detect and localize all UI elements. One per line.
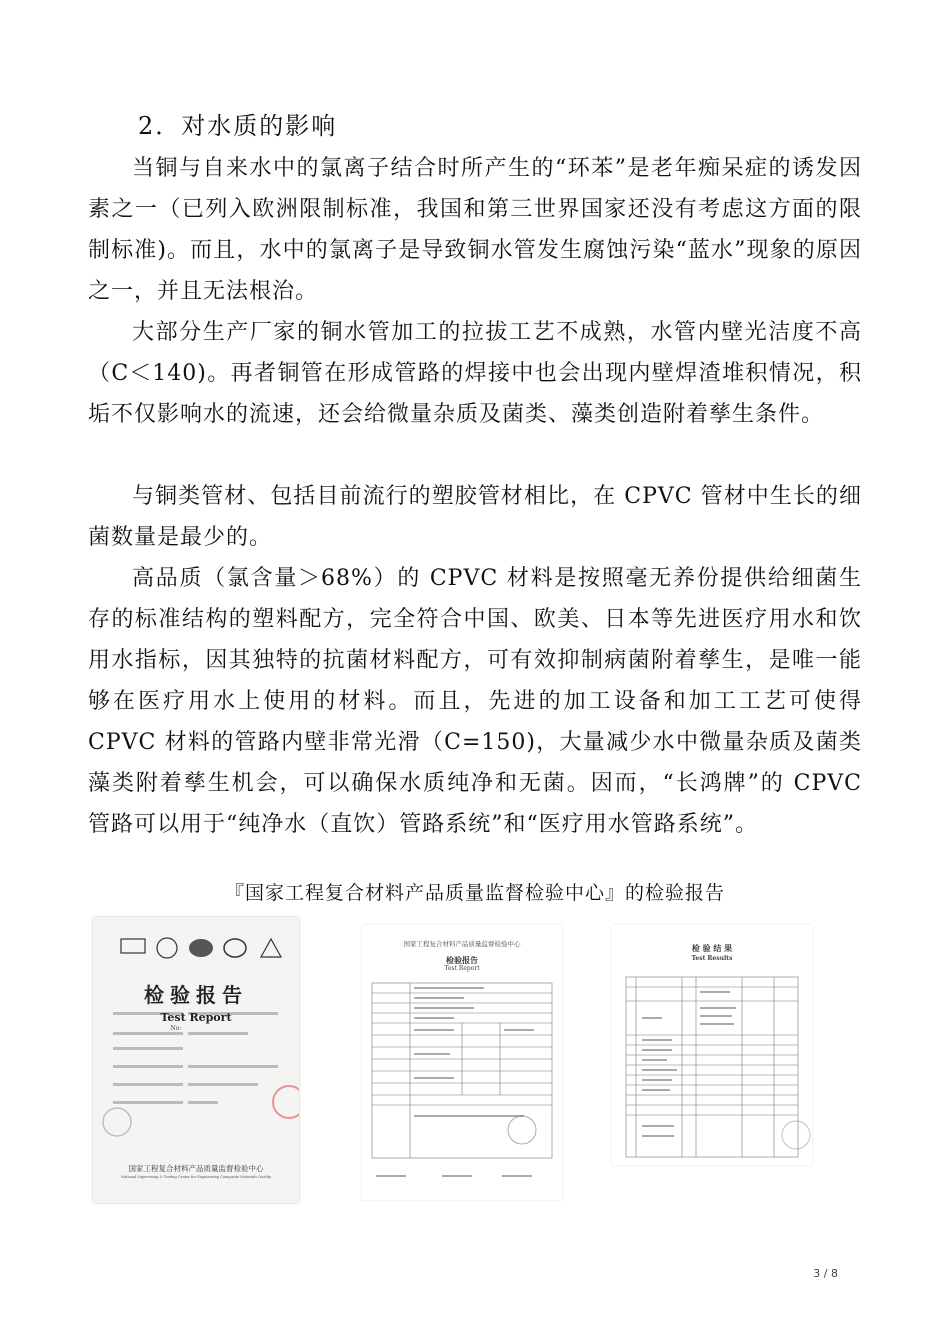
cover-title-en: Test Report: [160, 1011, 232, 1024]
page-number: 3 / 8: [813, 1267, 838, 1280]
cover-number: No:: [170, 1025, 182, 1032]
form-title-en: Test Report: [444, 965, 480, 972]
report-cover-image: [93, 917, 299, 1203]
results-table: [612, 925, 812, 1165]
form-header-cn: 国家工程复合材料产品质量监督检验中心: [403, 940, 521, 948]
paragraph-1: 当铜与自来水中的氯离子结合时所产生的“环苯”是老年痴呆症的诱发因素之一（已列入欧洲限制标准，我国和第三世界国家还没有考虑这方面的限制标准)。而且，水中的氯离子是导致铜水管发生腐蚀污染“蓝水”现象的原因之一，并且无法根治。: [88, 156, 862, 304]
report-form-image: [362, 925, 562, 1200]
paragraph-3: 与铜类管材、包括目前流行的塑胶管材相比，在 CPVC 管材中生长的细菌数量是最少的。: [88, 484, 862, 550]
form-table: [362, 925, 562, 1200]
section-heading: 2．对水质的影响: [138, 112, 338, 140]
cover-title-cn: 检验报告: [144, 983, 248, 1007]
paragraph-2: 大部分生产厂家的铜水管加工的拉拔工艺不成熟，水管内壁光洁度不高（C＜140)。再者铜管在形成管路的焊接中也会出现内壁焊渣堆积情况，积垢不仅影响水的流速，还会给微量杂质及菌类、藻类创造附着孳生条件。: [88, 320, 862, 427]
certification-logos: [93, 917, 299, 1203]
cover-footer-cn: 国家工程复合材料产品质量监督检验中心: [128, 1164, 264, 1173]
results-title-cn: 检 验 结 果: [691, 943, 733, 953]
form-title-cn: 检验报告: [446, 955, 478, 965]
paragraph-4: 高品质（氯含量＞68%）的 CPVC 材料是按照毫无养份提供给细菌生存的标准结构的塑料配方，完全符合中国、欧美、日本等先进医疗用水和饮用水指标，因其独特的抗菌材料配方，可有效抑制病菌附着孳生，是唯一能够在医疗用水上使用的材料。而且，先进的加工设备和加工工艺可使得 CPVC 材料的管路内壁非常光滑（C=150)，大量减少水中微量杂质及菌类藻类附着孳生机会，可以确保水质纯净和无菌。因而，“长鸿牌”的 CPVC 管路可以用于“纯净水（直饮）管路系统”和“医疗用水管路系统”。: [88, 566, 862, 837]
results-title-en: Test Results: [691, 955, 733, 962]
cover-footer-en: National Supervising & Testing Center for Engineering Composite Materials Quality: [120, 1175, 272, 1179]
figure-caption: 『国家工程复合材料产品质量监督检验中心』的检验报告: [224, 882, 725, 904]
test-results-image: [612, 925, 812, 1165]
